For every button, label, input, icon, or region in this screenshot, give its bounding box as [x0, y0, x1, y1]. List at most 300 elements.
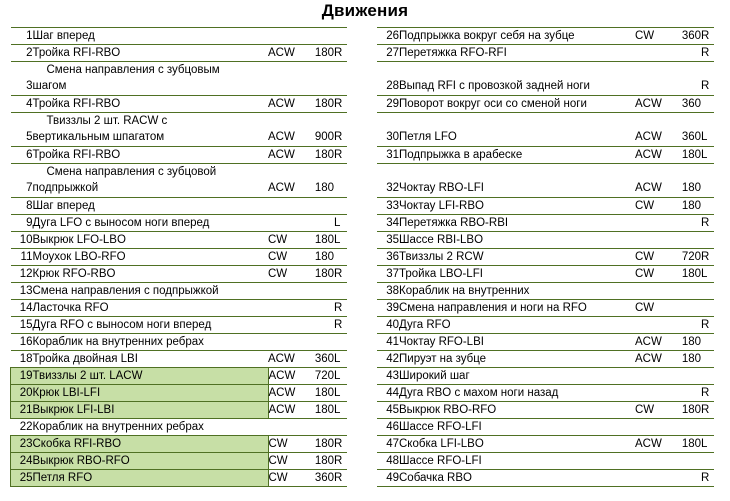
table-row	[11, 113, 348, 130]
rotation-direction: CW	[635, 300, 669, 317]
move-number	[377, 62, 399, 79]
foot-side	[701, 96, 714, 113]
table-row	[11, 232, 348, 249]
move-name: Моухок LBO-RFO	[33, 249, 269, 266]
foot-side: R	[334, 96, 347, 113]
foot-side: R	[701, 249, 714, 266]
rotation-direction: ACW	[268, 351, 302, 368]
moves-table-right	[377, 27, 714, 487]
move-number: 15	[11, 317, 33, 334]
rotation-degrees: 180	[302, 96, 334, 113]
table-row	[11, 198, 348, 215]
rotation-degrees: 180	[669, 402, 701, 419]
rotation-direction	[635, 113, 669, 130]
rotation-degrees: 180	[302, 402, 334, 419]
table-row	[11, 181, 348, 198]
rotation-direction	[268, 62, 302, 79]
foot-side: R	[701, 402, 714, 419]
move-number: 35	[377, 232, 399, 249]
move-name: Перетяжка RBO-RBI	[399, 215, 635, 232]
foot-side	[334, 198, 347, 215]
foot-side: L	[701, 147, 714, 164]
move-name: Собачка RBO	[399, 470, 635, 487]
move-name: Смена направления с подпрыжкой	[33, 283, 269, 300]
move-name: Кораблик на внутренних	[399, 283, 635, 300]
foot-side: L	[334, 402, 347, 419]
move-name: Тройка LBO-LFI	[399, 266, 635, 283]
move-name: Петля LFO	[399, 130, 635, 147]
move-name: Твиззлы 2 шт. RACW с	[46, 114, 168, 127]
rotation-direction	[268, 300, 302, 317]
move-name: Выкрюк RBO-RFO	[399, 402, 635, 419]
foot-side: R	[334, 45, 347, 62]
rotation-degrees	[669, 79, 701, 96]
rotation-direction	[268, 198, 302, 215]
rotation-direction	[268, 283, 302, 300]
move-number: 39	[377, 300, 399, 317]
move-number: 20	[11, 385, 33, 402]
move-number: 9	[11, 215, 33, 232]
move-number: 16	[11, 334, 33, 351]
table-row	[377, 351, 714, 368]
rotation-degrees: 180	[302, 436, 334, 453]
rotation-degrees	[302, 198, 334, 215]
move-name: Скобка RFI-RBO	[33, 436, 269, 453]
table-row	[377, 232, 714, 249]
foot-side: R	[701, 385, 714, 402]
foot-side: L	[334, 232, 347, 249]
rotation-direction: ACW	[635, 436, 669, 453]
rotation-degrees: 180	[302, 45, 334, 62]
foot-side: R	[334, 436, 347, 453]
table-row	[377, 130, 714, 147]
move-name: Выкрюк RBO-RFO	[33, 453, 269, 470]
rotation-degrees	[302, 79, 334, 96]
rotation-degrees: 180	[302, 181, 334, 198]
rotation-direction: CW	[635, 28, 669, 45]
rotation-direction	[268, 334, 302, 351]
table-row	[377, 317, 714, 334]
rotation-degrees: 180	[669, 266, 701, 283]
rotation-direction: ACW	[635, 130, 669, 147]
rotation-degrees	[669, 232, 701, 249]
move-number: 3	[11, 79, 33, 96]
foot-side: R	[334, 266, 347, 283]
table-row	[11, 351, 348, 368]
table-row	[11, 385, 348, 402]
rotation-direction: ACW	[635, 147, 669, 164]
rotation-direction	[268, 419, 302, 436]
rotation-direction	[635, 283, 669, 300]
move-name	[399, 113, 635, 130]
move-number: 37	[377, 266, 399, 283]
table-row	[11, 130, 348, 147]
move-number: 42	[377, 351, 399, 368]
move-number: 10	[11, 232, 33, 249]
move-number: 46	[377, 419, 399, 436]
foot-side: R	[334, 147, 347, 164]
foot-side	[701, 198, 714, 215]
move-name: Тройка RFI-RBO	[33, 147, 269, 164]
foot-side: R	[701, 45, 714, 62]
rotation-degrees: 180	[669, 351, 701, 368]
rotation-direction: CW	[635, 249, 669, 266]
rotation-direction: CW	[268, 232, 302, 249]
spacer-row	[377, 113, 714, 130]
rotation-direction: ACW	[268, 368, 302, 385]
foot-side: R	[334, 130, 347, 147]
move-name: Смена направления с зубцовой	[46, 165, 217, 178]
move-name: шагом	[33, 79, 269, 96]
rotation-degrees: 360	[669, 96, 701, 113]
move-name: Шассе RFO-LFI	[399, 419, 635, 436]
move-name: Перетяжка RFO-RFI	[399, 45, 635, 62]
rotation-direction	[635, 62, 669, 79]
page-title: Движения	[321, 1, 409, 20]
table-row	[11, 470, 348, 487]
rotation-direction: CW	[268, 470, 302, 487]
table-row	[11, 283, 348, 300]
table-row	[377, 419, 714, 436]
table-row	[377, 249, 714, 266]
table-row	[11, 62, 348, 79]
move-number: 33	[377, 198, 399, 215]
move-name	[399, 62, 635, 79]
foot-side: R	[334, 470, 347, 487]
rotation-degrees	[669, 368, 701, 385]
rotation-degrees: 180	[669, 198, 701, 215]
rotation-direction	[635, 45, 669, 62]
table-row	[377, 181, 714, 198]
foot-side	[701, 334, 714, 351]
move-number: 30	[377, 130, 399, 147]
move-name: Ласточка RFO	[33, 300, 269, 317]
rotation-direction: ACW	[268, 181, 302, 198]
foot-side: R	[701, 28, 714, 45]
move-name: Поворот вокруг оси со сменой ноги	[399, 96, 635, 113]
rotation-degrees	[669, 300, 701, 317]
move-name: Подпрыжка вокруг себя на зубце	[399, 28, 635, 45]
rotation-direction: ACW	[268, 147, 302, 164]
move-number: 4	[11, 96, 33, 113]
move-name: Смена направления с зубцовым	[46, 63, 220, 76]
foot-side: L	[701, 436, 714, 453]
move-number: 6	[11, 147, 33, 164]
rotation-degrees: 180	[669, 334, 701, 351]
rotation-direction: ACW	[635, 96, 669, 113]
table-row	[377, 300, 714, 317]
move-name: подпрыжкой	[33, 181, 269, 198]
move-number: 45	[377, 402, 399, 419]
move-name: Твиззлы 2 шт. LACW	[33, 368, 269, 385]
rotation-degrees: 180	[302, 385, 334, 402]
table-row	[377, 45, 714, 62]
moves-columns	[0, 27, 730, 487]
move-number	[11, 113, 33, 130]
rotation-degrees: 180	[302, 453, 334, 470]
rotation-direction: ACW	[268, 130, 302, 147]
foot-side: R	[701, 79, 714, 96]
rotation-direction	[635, 419, 669, 436]
moves-table-left	[10, 27, 347, 487]
rotation-direction: ACW	[635, 334, 669, 351]
rotation-direction	[268, 215, 302, 232]
rotation-degrees: 720	[302, 368, 334, 385]
rotation-direction	[635, 215, 669, 232]
foot-side	[701, 181, 714, 198]
move-number	[377, 113, 399, 130]
rotation-degrees	[302, 28, 334, 45]
move-number: 36	[377, 249, 399, 266]
foot-side: R	[334, 300, 347, 317]
rotation-degrees: 900	[302, 130, 334, 147]
move-name: Дуга RBO с махом ноги назад	[399, 385, 635, 402]
rotation-degrees: 180	[302, 249, 334, 266]
foot-side: L	[334, 385, 347, 402]
foot-side	[701, 368, 714, 385]
move-name: Шаг вперед	[33, 198, 269, 215]
rotation-degrees	[669, 113, 701, 130]
foot-side	[701, 283, 714, 300]
foot-side	[334, 164, 347, 181]
table-row	[377, 368, 714, 385]
table-row	[377, 28, 714, 45]
rotation-direction: ACW	[268, 385, 302, 402]
foot-side: L	[334, 368, 347, 385]
rotation-degrees	[669, 385, 701, 402]
table-row	[377, 283, 714, 300]
rotation-direction	[268, 113, 302, 130]
table-row	[377, 436, 714, 453]
table-row	[377, 198, 714, 215]
table-row	[377, 147, 714, 164]
rotation-direction: CW	[268, 249, 302, 266]
move-name: Дуга RFO	[399, 317, 635, 334]
move-number: 47	[377, 436, 399, 453]
rotation-direction: CW	[268, 453, 302, 470]
foot-side	[334, 283, 347, 300]
left-column	[0, 27, 365, 487]
foot-side: R	[334, 317, 347, 334]
move-number: 12	[11, 266, 33, 283]
table-row	[11, 334, 348, 351]
table-row	[11, 147, 348, 164]
foot-side: L	[334, 215, 347, 232]
move-number: 19	[11, 368, 33, 385]
move-name: Чоктау RFO-LBI	[399, 334, 635, 351]
table-row	[377, 385, 714, 402]
move-number: 8	[11, 198, 33, 215]
rotation-direction	[635, 232, 669, 249]
move-number	[377, 164, 399, 181]
rotation-degrees	[669, 215, 701, 232]
right-column	[365, 27, 730, 487]
foot-side: R	[334, 453, 347, 470]
move-number	[11, 164, 33, 181]
foot-side	[701, 419, 714, 436]
foot-side: R	[701, 317, 714, 334]
table-row	[11, 266, 348, 283]
move-number: 7	[11, 181, 33, 198]
table-row	[377, 215, 714, 232]
move-number: 40	[377, 317, 399, 334]
table-row	[11, 28, 348, 45]
move-number: 11	[11, 249, 33, 266]
move-number	[11, 62, 33, 79]
foot-side: R	[701, 215, 714, 232]
move-number: 25	[11, 470, 33, 487]
rotation-degrees	[302, 300, 334, 317]
foot-side	[701, 351, 714, 368]
table-row	[11, 368, 348, 385]
rotation-degrees: 180	[302, 266, 334, 283]
rotation-direction	[635, 368, 669, 385]
foot-side: L	[701, 130, 714, 147]
move-name: Тройка RFI-RBO	[33, 45, 269, 62]
move-number: 2	[11, 45, 33, 62]
table-row	[11, 300, 348, 317]
rotation-direction: ACW	[635, 351, 669, 368]
rotation-direction	[635, 470, 669, 487]
rotation-direction	[635, 317, 669, 334]
rotation-degrees: 180	[302, 232, 334, 249]
rotation-degrees: 180	[669, 181, 701, 198]
rotation-degrees: 180	[302, 147, 334, 164]
table-row	[11, 402, 348, 419]
move-number: 38	[377, 283, 399, 300]
rotation-degrees: 720	[669, 249, 701, 266]
move-number: 28	[377, 79, 399, 96]
move-number: 26	[377, 28, 399, 45]
move-number: 5	[11, 130, 33, 147]
move-name: вертикальным шпагатом	[33, 130, 269, 147]
move-number: 23	[11, 436, 33, 453]
foot-side	[334, 79, 347, 96]
move-name: Кораблик на внутренних ребрах	[33, 419, 269, 436]
move-name: Выпад RFI с провозкой задней ноги	[399, 79, 635, 96]
rotation-direction: CW	[635, 266, 669, 283]
table-row	[377, 266, 714, 283]
rotation-direction	[268, 317, 302, 334]
move-number: 1	[11, 28, 33, 45]
foot-side	[701, 453, 714, 470]
rotation-direction	[268, 164, 302, 181]
rotation-degrees	[302, 113, 334, 130]
move-name: Тройка двойная LBI	[33, 351, 269, 368]
spacer-row	[377, 164, 714, 181]
table-row	[377, 453, 714, 470]
move-number: 31	[377, 147, 399, 164]
foot-side	[334, 62, 347, 79]
move-name: Чоктау RBO-LFI	[399, 181, 635, 198]
rotation-direction: ACW	[268, 96, 302, 113]
table-row	[377, 402, 714, 419]
rotation-degrees	[302, 334, 334, 351]
spacer-row	[377, 62, 714, 79]
table-row	[11, 249, 348, 266]
rotation-degrees	[302, 215, 334, 232]
rotation-direction: CW	[635, 402, 669, 419]
table-row	[11, 215, 348, 232]
rotation-degrees	[669, 62, 701, 79]
rotation-degrees	[302, 419, 334, 436]
foot-side	[701, 232, 714, 249]
move-name: Твиззлы 2 RCW	[399, 249, 635, 266]
foot-side	[334, 249, 347, 266]
move-name: Дуга LFO с выносом ноги вперед	[33, 215, 269, 232]
table-row	[11, 436, 348, 453]
move-name: Шассе RFO-LFI	[399, 453, 635, 470]
move-name: Шаг вперед	[33, 28, 269, 45]
rotation-direction: ACW	[268, 402, 302, 419]
rotation-degrees	[669, 419, 701, 436]
table-row	[11, 164, 348, 181]
table-row	[11, 317, 348, 334]
foot-side	[334, 28, 347, 45]
rotation-degrees	[669, 45, 701, 62]
move-number: 24	[11, 453, 33, 470]
rotation-direction: ACW	[635, 181, 669, 198]
rotation-degrees	[302, 317, 334, 334]
rotation-direction	[635, 79, 669, 96]
rotation-degrees: 360	[669, 28, 701, 45]
rotation-direction: CW	[635, 198, 669, 215]
move-number: 21	[11, 402, 33, 419]
move-number: 29	[377, 96, 399, 113]
move-name: Выкрюк LFI-LBI	[33, 402, 269, 419]
move-name: Петля RFO	[33, 470, 269, 487]
move-number: 43	[377, 368, 399, 385]
table-row	[377, 334, 714, 351]
move-name: Скобка LFI-LBO	[399, 436, 635, 453]
move-number: 13	[11, 283, 33, 300]
move-number: 48	[377, 453, 399, 470]
move-number: 22	[11, 419, 33, 436]
rotation-direction	[268, 79, 302, 96]
rotation-degrees: 360	[669, 130, 701, 147]
rotation-degrees	[669, 317, 701, 334]
move-name	[399, 164, 635, 181]
rotation-direction: CW	[268, 436, 302, 453]
move-number: 34	[377, 215, 399, 232]
table-row	[11, 79, 348, 96]
move-number: 27	[377, 45, 399, 62]
rotation-degrees: 360	[302, 351, 334, 368]
rotation-direction: CW	[268, 266, 302, 283]
foot-side: L	[701, 266, 714, 283]
rotation-degrees	[669, 164, 701, 181]
rotation-degrees	[669, 470, 701, 487]
move-number: 49	[377, 470, 399, 487]
rotation-degrees: 360	[302, 470, 334, 487]
rotation-degrees: 180	[669, 436, 701, 453]
table-row	[11, 45, 348, 62]
rotation-degrees	[302, 283, 334, 300]
move-name: Кораблик на внутренних ребрах	[33, 334, 269, 351]
table-row	[11, 419, 348, 436]
rotation-direction	[635, 385, 669, 402]
table-row	[11, 453, 348, 470]
move-name: Чоктау LFI-RBO	[399, 198, 635, 215]
rotation-degrees	[302, 164, 334, 181]
foot-side	[334, 419, 347, 436]
move-name: Шассе RBI-LBO	[399, 232, 635, 249]
move-number: 41	[377, 334, 399, 351]
move-number: 32	[377, 181, 399, 198]
move-name: Смена направления и ноги на RFO	[399, 300, 635, 317]
move-name: Дуга RFO с выносом ноги вперед	[33, 317, 269, 334]
rotation-direction	[635, 164, 669, 181]
